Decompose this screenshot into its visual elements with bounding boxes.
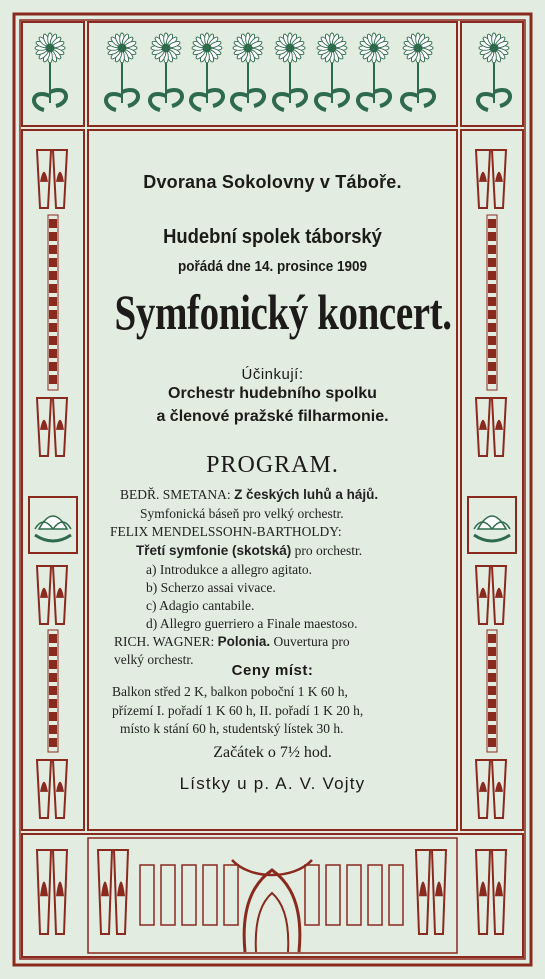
chain-link [488,310,496,319]
daisy-center [414,44,423,53]
chain-link [49,712,57,721]
torch-flame [479,882,487,897]
daisy-leaf [358,94,374,110]
bottom-panel-slot [326,865,340,925]
program-item [114,634,350,650]
daisy-leaf [232,94,248,110]
daisy-center [490,44,499,53]
daisy-center [162,44,171,53]
daisy-leaf [332,90,348,106]
torch-flame [56,782,64,792]
movement-item: a) Introdukce a allegro agitato. [146,562,313,577]
start-time: Začátek o 7½ hod. [213,744,332,761]
chain-link [49,336,57,345]
chain-link [49,284,57,293]
chain-link [488,271,496,280]
bottom-panel-slot [182,865,196,925]
chain-link [488,686,496,695]
daisy-leaf [207,90,223,106]
work-title: Polonia. [217,634,271,649]
daisy-leaf [122,90,138,106]
program-item [136,543,362,559]
chain-link [49,297,57,306]
torch-flame [495,588,503,598]
program-item [120,487,378,503]
daisy-leaf [34,94,50,110]
chain-link [488,647,496,656]
daisy-leaf [494,90,510,106]
price-line: přízemí I. pořadí 1 K 60 h, II. pořadí 1 K 20 h, [112,703,364,718]
torch-flame [40,172,48,182]
chain-link [49,362,57,371]
chain-link [49,219,57,228]
top-daisy-band [88,22,457,126]
program-note: pro orchestr. [294,543,363,558]
bottom-panel-slot [140,865,154,925]
price-line: místo k stání 60 h, studentský lístek 30 h. [120,721,344,736]
chain-link [488,323,496,332]
daisy-leaf [150,94,166,110]
daisy-leaf [106,94,122,110]
chain-link [488,232,496,241]
torch-flame [40,420,48,430]
venue-heading: Dvorana Sokolovny v Táboře. [143,172,402,192]
chain-link [49,245,57,254]
torch-flame [479,420,487,430]
chain-link [488,660,496,669]
torch-flame [56,172,64,182]
program-note: Symfonická báseň pro velký orchestr. [140,506,344,521]
daisy-leaf [478,94,494,110]
chain-link [49,258,57,267]
bottom-center-ornament [232,860,312,875]
organizer-name: Hudební spolek táborský [163,226,382,248]
daisy-center [203,44,212,53]
chain-link [49,738,57,747]
work-title: Třetí symfonie (skotská) [136,543,292,558]
chain-link [49,647,57,656]
program-heading: PROGRAM. [206,452,339,478]
chain-link [49,660,57,669]
event-date: pořádá dne 14. prosince 1909 [177,258,368,275]
chain-link [488,673,496,682]
torch-flame [495,782,503,792]
bottom-panel-slot [389,865,403,925]
torch-flame [419,882,427,897]
torch-flame [40,782,48,792]
torch-flame [40,588,48,598]
chain-link [488,634,496,643]
daisy-center [244,44,253,53]
daisy-leaf [418,90,434,106]
torch-flame [435,882,443,897]
daisy-center [46,44,55,53]
bottom-panel-slot [305,865,319,925]
bottom-center-ornament [256,893,289,952]
torch-flame [479,588,487,598]
daisy-leaf [191,94,207,110]
daisy-leaf [316,94,332,110]
chain-link [488,219,496,228]
chain-link [49,349,57,358]
composer-name: RICH. WAGNER: [114,634,215,649]
chain-link [488,349,496,358]
daisy-center [286,44,295,53]
daisy-leaf [290,90,306,106]
chain-link [49,323,57,332]
program-note: Ouvertura pro [273,634,350,649]
chain-link [488,336,496,345]
daisy-leaf [374,90,390,106]
chain-link [49,699,57,708]
torch-flame [479,782,487,792]
torch-flame [117,882,125,897]
bottom-panel-slot [368,865,382,925]
daisy-leaf [50,90,66,106]
chain-link [488,725,496,734]
daisy-leaf [248,90,264,106]
chain-link [49,634,57,643]
daisy-leaf [274,94,290,110]
torch-flame [495,420,503,430]
bottom-panel-slot [161,865,175,925]
chain-link [488,297,496,306]
chain-link [488,712,496,721]
movement-item: c) Adagio cantabile. [146,598,255,613]
price-line: Balkon střed 2 K, balkon poboční 1 K 60 h, [112,684,348,699]
bottom-panel-slot [347,865,361,925]
performers-line-1: Orchestr hudebního spolku [168,385,377,402]
daisy-leaf [166,90,182,106]
chain-link [49,232,57,241]
torch-flame [56,882,64,897]
performers-line-2: a členové pražské filharmonie. [156,408,389,425]
daisy-center [328,44,337,53]
bottom-panel-slot [224,865,238,925]
work-title: Z českých luhů a hájů. [234,487,379,502]
movement-item: b) Scherzo assai vivace. [146,580,276,595]
daisy-center [370,44,379,53]
torch-flame [40,882,48,897]
concert-title: Symfonický koncert. [114,284,452,340]
bottom-inner-band [88,838,457,953]
chain-link [49,375,57,384]
chain-link [49,725,57,734]
torch-flame [495,172,503,182]
torch-flame [479,172,487,182]
performers-label: Účinkují: [241,366,304,383]
ticket-sales: Lístky u p. A. V. Vojty [179,774,366,793]
torch-flame [56,588,64,598]
daisy-leaf [402,94,418,110]
composer-name: FELIX MENDELSSOHN-BARTHOLDY: [110,524,342,539]
torch-flame [495,882,503,897]
chain-link [49,310,57,319]
chain-link [488,375,496,384]
torch-flame [101,882,109,897]
program-note: velký orchestr. [114,652,194,667]
daisy-center [118,44,127,53]
bottom-center-ornament [244,870,300,952]
chain-link [488,362,496,371]
chain-link [488,258,496,267]
chain-link [488,284,496,293]
chain-link [49,271,57,280]
chain-link [488,245,496,254]
chain-link [49,673,57,682]
composer-name: BEDŘ. SMETANA: [120,487,231,502]
chain-link [49,686,57,695]
prices-heading: Ceny míst: [231,662,314,679]
chain-link [488,699,496,708]
bottom-panel-slot [203,865,217,925]
movement-item: d) Allegro guerriero a Finale maestoso. [146,616,358,631]
torch-flame [56,420,64,430]
chain-link [488,738,496,747]
